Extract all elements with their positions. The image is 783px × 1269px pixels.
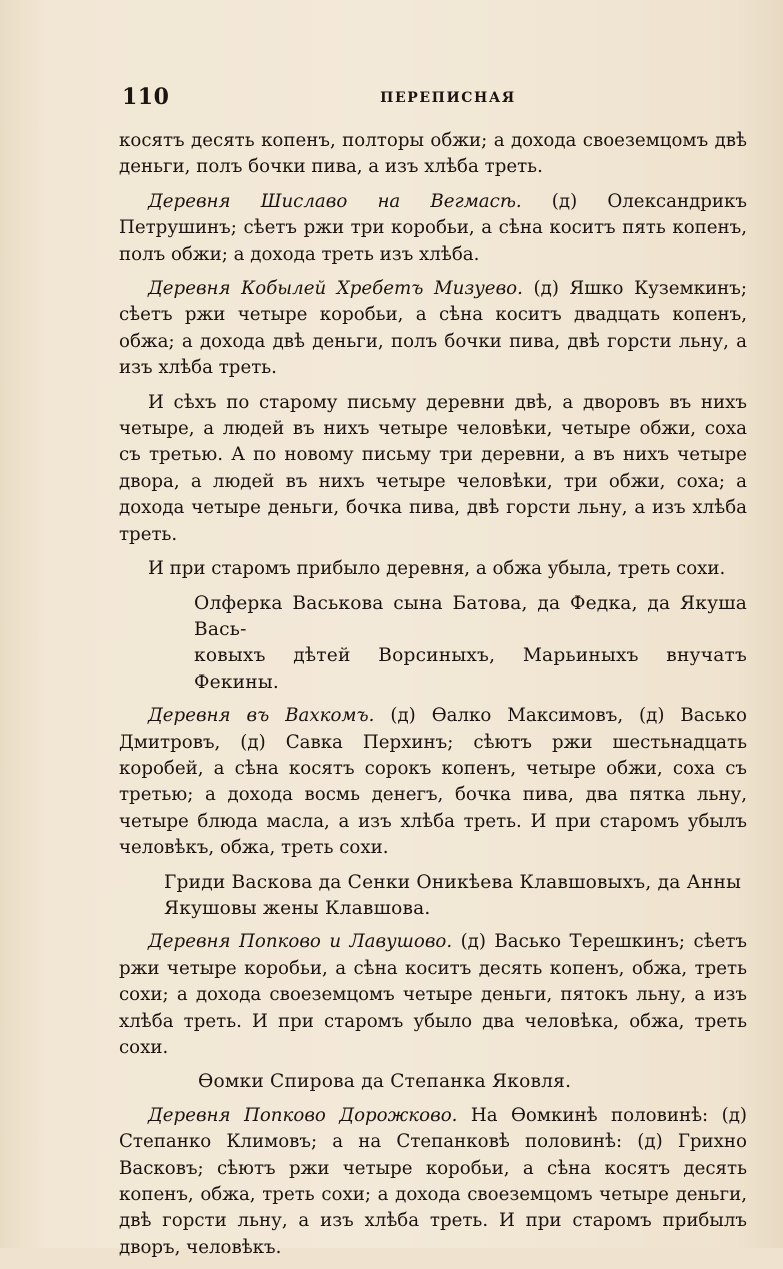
place-name: Деревня Попково и Лавушово. [148, 931, 453, 953]
paragraph-text: (д) Олександрикъ Петрушинъ; сѣетъ ржи три коробьи, а сѣна коситъ пять копенъ, полъ обжи; а дохода треть изъ хлѣба. [119, 190, 747, 265]
estate-heading [119, 870, 747, 923]
paragraph-text: косятъ десять копенъ, полторы обжи; а дохода своеземцомъ двѣ деньги, полъ бочки пива, а изъ хлѣба треть. [119, 130, 747, 178]
page-number: 110 [122, 84, 170, 110]
place-name: Деревня Шиславо на Вегмасѣ. [148, 190, 522, 212]
paragraph [119, 128, 747, 181]
page-body [119, 128, 747, 1269]
place-name: Деревня Кобылей Хребетъ Мизуево. [148, 278, 523, 300]
estate-heading [119, 1069, 747, 1095]
page-header [122, 84, 744, 112]
paragraph [119, 1103, 747, 1261]
estate-heading-line: Олферка Васькова сына Батова, да Федка, да Якуша Вась- [194, 592, 747, 640]
paragraph [119, 390, 747, 548]
paragraph [119, 703, 747, 861]
estate-heading-line: Ѳомки Спирова да Степанка Яковля. [198, 1071, 572, 1093]
paragraph-text: (д) Ѳалко Максимовъ, (д) Васько Дмитровъ, (д) Савка Перхинъ; сѣютъ ржи шестьнадцать коробей, а сѣна косятъ сорокъ копенъ, четыре обжи, соха съ третью; а дохода восмь денегъ, бочка пива, два пятка льну, четыре блюда масла, а изъ хлѣба треть. И при старомъ убылъ человѣкъ, обжа, треть сохи. [119, 705, 747, 859]
estate-heading-line: ковыхъ дѣтей Ворсиныхъ, Марьиныхъ внучатъ Фекины. [194, 645, 747, 693]
paragraph-text: На Ѳомкинѣ половинѣ: (д) Степанко Климовъ; а на Степанковѣ половинѣ: (д) Грихно Васковъ; сѣютъ ржи четыре коробьи, а сѣна косятъ десять копенъ, обжа, треть сохи; а дохода своеземцомъ четыре деньги, двѣ горсти льну, а изъ хлѣба треть. И при старомъ прибылъ дворъ, человѣкъ. [119, 1104, 747, 1258]
paragraph [119, 929, 747, 1061]
place-name: Деревня Попково Дорожково. [148, 1104, 458, 1126]
paragraph-text: И сѣхъ по старому письму деревни двѣ, а дворовъ въ нихъ четыре, а людей въ нихъ четыре человѣки, четыре обжи, соха съ третью. А по новому письму три деревни, а въ нихъ четыре двора, а людей въ нихъ четыре человѣки, три обжи, соха; а дохода четыре деньги, бочка пива, двѣ горсти льну, а изъ хлѣба треть. [119, 391, 747, 545]
paragraph-text: И при старомъ прибыло деревня, а обжа убыла, треть сохи. [148, 558, 726, 580]
paragraph [119, 276, 747, 382]
estate-heading-line: Якушовы жены Клавшова. [164, 897, 431, 919]
estate-heading [119, 591, 747, 697]
place-name: Деревня въ Вахкомъ. [148, 705, 375, 727]
paragraph [119, 556, 747, 582]
paragraph-text: (д) Яшко Куземкинъ; сѣетъ ржи четыре коробьи, а сѣна коситъ двадцать копенъ, обжа; а дохода двѣ деньги, полъ бочки пива, двѣ горсти льну, а изъ хлѣба треть. [119, 278, 747, 379]
estate-heading-line: Гриди Васкова да Сенки Оникѣева Клавшовыхъ, да Анны [164, 871, 742, 893]
paragraph [119, 189, 747, 268]
paragraph-text: (д) Васько Терешкинъ; сѣетъ ржи четыре коробьи, а сѣна коситъ десять копенъ, обжа, треть сохи; а дохода своеземцомъ четыре деньги, пятокъ льну, а изъ хлѣба треть. И при старомъ убыло два человѣка, обжа, треть сохи. [119, 931, 747, 1058]
running-title: ПЕРЕПИСНАЯ [380, 90, 516, 106]
